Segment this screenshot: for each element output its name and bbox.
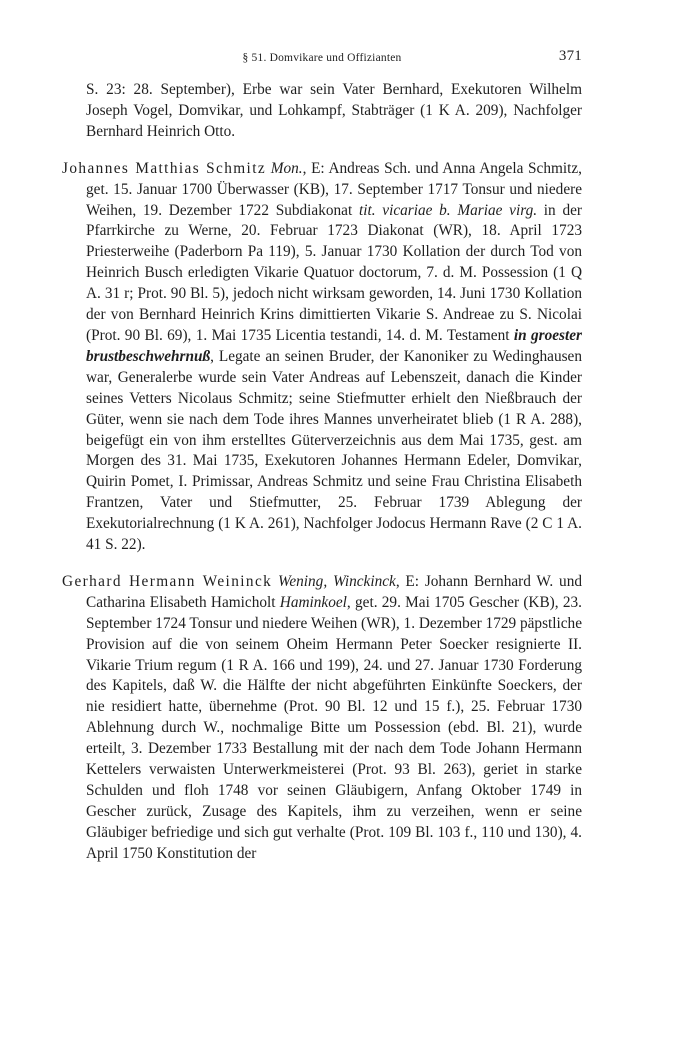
running-title: § 51. Domvikare und Offizianten	[242, 52, 402, 64]
entry-johannes-matthias-schmitz	[62, 159, 582, 556]
testament-quote: in groester brustbeschwehrnuß	[86, 326, 582, 365]
entry-name: Gerhard Hermann Weininck	[62, 572, 273, 590]
entry-alias: Wening, Winckinck	[278, 572, 396, 590]
entry-gerhard-hermann-weininck	[62, 572, 582, 865]
entry-text: , E: Johann Bernhard W. und Catharina Elisabeth Hamicholt	[86, 572, 582, 611]
entry-text: , Legate an seinen Bruder, der Kanoniker zu Wedinghausen war, Generalerbe wurde sein Vater Andreas auf Lebenszeit, danach die Kinder seines Vetters Nicolaus Schmitz; seine Stiefmutter erhielt den Nießbrauch der Güter, wenn sie nach dem Tode ihres Mannes unverheiratet blieb (1 R A. 288), beigefügt ein von ihm erstelltes Güterverzeichnis aus dem Mai 1735, gest. am Morgen des 31. Mai 1735, Exekutoren Johannes Hermann Edeler, Domvikar, Quirin Pomet, I. Primissar, Andreas Schmitz und seine Frau Christina Elisabeth Frantzen, Vater und Stiefmutter, 25. Februar 1739 Ablegung der Exekutorialrechnung (1 K A. 261), Nachfolger Jodocus Hermann Rave (2 C 1 A. 41 S. 22).	[86, 347, 582, 554]
entry-alias: Mon.	[270, 159, 303, 177]
entry-name: Johannes Matthias Schmitz	[62, 159, 267, 177]
book-page	[62, 44, 582, 865]
page-number: 371	[558, 48, 582, 64]
entry-text: in der Pfarrkirche zu Werne, 20. Februar 1723 Diakonat (WR), 18. April 1723 Priesterweihe (Paderborn Pa 119), 5. Januar 1730 Kollation der durch Tod von Heinrich Busch erledigten Vikarie Quatuor doctorum, 7. d. M. Possession (1 Q A. 31 r; Prot. 90 Bl. 5), jedoch nicht wirksam geworden, 14. Juni 1730 Kollation der von Bernhard Heinrich Krins dimittierten Vikarie S. Andreae zu S. Nicolai (Prot. 90 Bl. 69), 1. Mai 1735 Licentia testandi, 14. d. M. Testament	[86, 201, 582, 344]
entry-alias: Haminkoel	[279, 593, 347, 611]
entry-text: , get. 29. Mai 1705 Gescher (KB), 23. September 1724 Tonsur und niedere Weihen (WR), 1. Dezember 1729 päpstliche Provision auf die von seinem Oheim Hermann Peter Soecker resignierte II. Vikarie Trium regum (1 R A. 166 und 199), 24. und 27. Januar 1730 Forderung des Kapitels, daß W. die Hälfte der nicht abgeführten Einkünfte Soeckers, der nie residiert hatte, übernehme (Prot. 90 Bl. 12 und 15 f.), 25. Februar 1730 Ablehnung durch W., nochmalige Bitte um Possession (ebd. Bl. 21), wurde erteilt, 3. Dezember 1733 Bestallung mit der nach dem Tode Johann Hermann Kettelers verwaisten Unterwerkmeisterei (Prot. 93 Bl. 263), geriet in starke Schulden und floh 1748 vor seinen Gläubigern, Anfang Oktober 1749 in Gescher zurück, Zusage des Kapitels, ihm zu verzeihen, wenn er seine Gläubiger befriedige und sich gut verhalte (Prot. 109 Bl. 103 f., 110 und 130), 4. April 1750 Konstitution der	[86, 593, 582, 862]
entry-text: , E: Andreas Sch. und Anna Angela Schmitz, get. 15. Januar 1700 Überwasser (KB), 17. September 1717 Tonsur und niedere Weihen, 19. Dezember 1722 Subdiakonat	[86, 159, 582, 219]
continued-entry-text: S. 23: 28. September), Erbe war sein Vater Bernhard, Exekutoren Wilhelm Joseph Vogel, Domvikar, und Lohkampf, Stabträger (1 K A. 209), Nachfolger Bernhard Heinrich Otto.	[86, 81, 582, 140]
running-head	[62, 44, 582, 70]
latin-title: Mariae virg.	[457, 201, 538, 219]
latin-title: tit. vicariae b.	[358, 201, 451, 219]
